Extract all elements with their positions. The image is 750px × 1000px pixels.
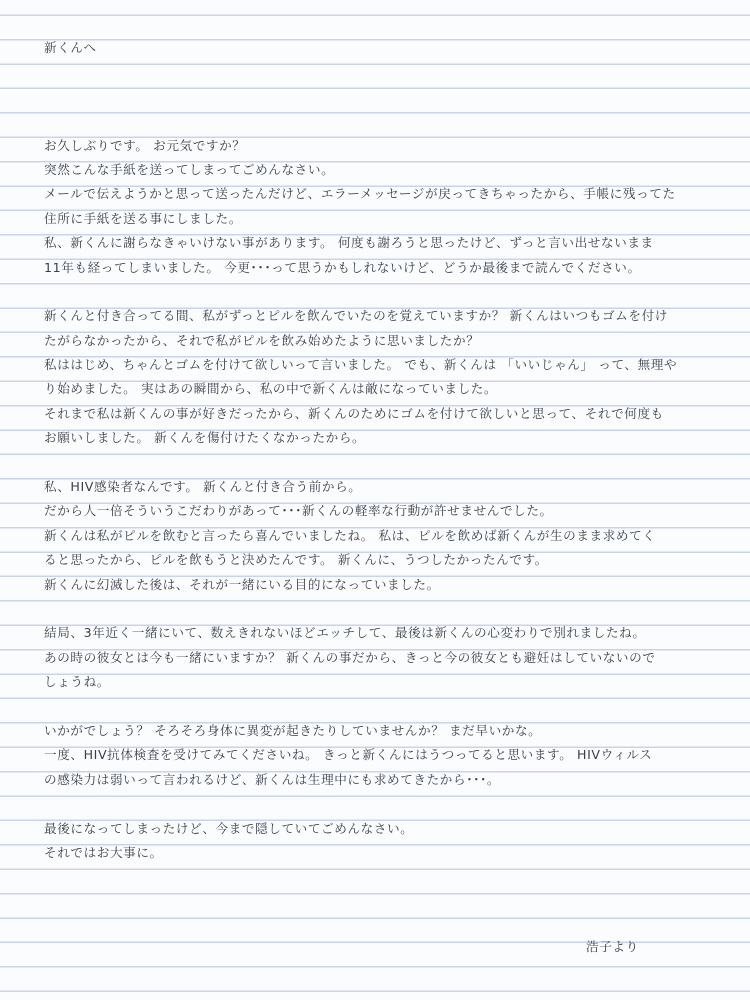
letter-line: お願いしました。 新くんを傷付けたくなかったから。 bbox=[44, 430, 366, 446]
blank-line bbox=[44, 85, 726, 109]
letter-line: 11年も経ってしまいました。 今更･･･って思うかもしれないけど、どうか最後まで読んでください。 bbox=[44, 259, 641, 275]
blank-line bbox=[44, 280, 726, 304]
letter-line: 新くんは私がピルを飲むと言ったら喜んでいましたね。 私は、ピルを飲めば新くんが生のまま求めてく bbox=[44, 527, 656, 543]
blank-line bbox=[44, 451, 726, 475]
letter-line: 住所に手紙を送る事にしました。 bbox=[44, 210, 242, 226]
salutation: 新くんへ bbox=[44, 40, 97, 55]
blank-line bbox=[44, 60, 726, 84]
letter-line: それまで私は新くんの事が好きだったから、新くんのためにゴムを付けて欲しいと思って、それで何度も bbox=[44, 405, 664, 421]
letter-line: 新くんと付き合ってる間、私がずっとピルを飲んでいたのを覚えていますか？ 新くんはいつもゴムを付け bbox=[44, 308, 668, 324]
letter-line: 私、HIV感染者なんです。 新くんと付き合う前から。 bbox=[44, 479, 362, 495]
blank-line bbox=[44, 695, 726, 719]
letter-line: だから人一倍そういうこだわりがあって･･･新くんの軽率な行動が許せませんでした。 bbox=[44, 503, 553, 519]
letter-line: しょうね。 bbox=[44, 674, 110, 690]
signature: 浩子より bbox=[586, 939, 639, 954]
letter-line: 最後になってしまったけど、今まで隠していてごめんなさい。 bbox=[44, 820, 414, 836]
letter-line: 一度、HIV抗体検査を受けてみてくださいね。 きっと新くんにはうつってると思います。 HIVウィルス bbox=[44, 747, 653, 763]
letter-line: の感染力は弱いって言われるけど、新くんは生理中にも求めてきたから･･･。 bbox=[44, 771, 501, 787]
letter-line: り始めました。 実はあの瞬間から、私の中で新くんは敵になっていました。 bbox=[44, 381, 498, 397]
letter-line: あの時の彼女とは今も一緒にいますか？ 新くんの事だから、きっと今の彼女とも避妊はしていないので bbox=[44, 649, 656, 665]
letter-line: お久しぶりです。 お元気ですか？ bbox=[44, 137, 246, 153]
letter-line: 結局、3年近く一緒にいて、数えきれないほどエッチして、最後は新くんの心変わりで別れましたね。 bbox=[44, 625, 646, 641]
letter-line: ると思ったから、ピルを飲もうと決めたんです。 新くんに、うつしたかったんです。 bbox=[44, 552, 548, 568]
letter-line: 突然こんな手紙を送ってしまってごめんなさい。 bbox=[44, 161, 335, 177]
letter-line: いかがでしょう？ そろそろ身体に異変が起きたりしていませんか？ まだ早いかな。 bbox=[44, 722, 542, 738]
letter-line: 新くんに幻滅した後は、それが一緒にいる目的になっていました。 bbox=[44, 576, 440, 592]
blank-line bbox=[44, 597, 726, 621]
letter-line: それではお大事に。 bbox=[44, 844, 163, 860]
letter-line: 私ははじめ、ちゃんとゴムを付けて欲しいって言いました。 でも、新くんは 「いいじゃん」 って、無理や bbox=[44, 357, 678, 373]
letter-line: メールで伝えようかと思って送ったんだけど、エラーメッセージが戻ってきちゃったから、手帳に残ってた bbox=[44, 186, 676, 202]
blank-line bbox=[44, 109, 726, 133]
letter-line: 私、新くんに謝らなきゃいけない事があります。 何度も謝ろうと思ったけど、ずっと言い出せないまま bbox=[44, 235, 654, 251]
blank-line bbox=[44, 792, 726, 816]
letter-line: たがらなかったから、それで私がピルを飲み始めたように思いましたか？ bbox=[44, 332, 480, 348]
letter-body bbox=[44, 36, 726, 865]
